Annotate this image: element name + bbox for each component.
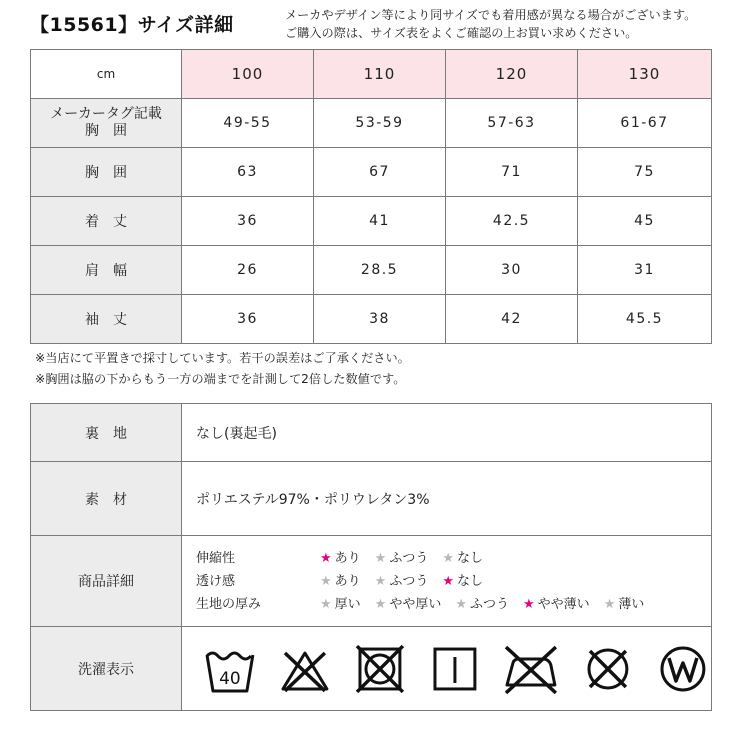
table-row — [31, 536, 712, 627]
size-header: 120 — [446, 50, 578, 99]
detail-option-selected — [320, 547, 361, 570]
lining-label: 裏 地 — [31, 404, 182, 462]
table-cell: 42.5 — [446, 197, 578, 246]
details-cell — [182, 536, 712, 627]
star-icon: ★ — [442, 550, 454, 566]
detail-option-text: ふつう — [389, 550, 429, 566]
detail-option — [375, 570, 429, 593]
detail-option — [455, 593, 509, 616]
top-notes — [285, 6, 735, 42]
row-label-tag-chest — [31, 99, 182, 148]
detail-option-text: ふつう — [470, 596, 510, 612]
table-cell: 36 — [182, 295, 314, 344]
detail-option-selected — [523, 593, 590, 616]
detail-option-text: ふつう — [389, 573, 429, 589]
detail-row-label: 透け感 — [196, 573, 236, 589]
table-cell: 41 — [314, 197, 446, 246]
detail-row — [196, 570, 711, 593]
star-icon: ★ — [442, 573, 454, 589]
detail-option-text: やや薄い — [537, 596, 590, 612]
table-cell: 28.5 — [314, 246, 446, 295]
material-value: ポリエステル97%・ポリウレタン3% — [182, 462, 712, 536]
detail-option-selected — [442, 570, 483, 593]
table-cell: 30 — [446, 246, 578, 295]
row-label-line: 胸 囲 — [85, 123, 127, 139]
detail-option — [375, 593, 442, 616]
table-cell: 75 — [578, 148, 712, 197]
table-row — [31, 404, 712, 462]
table-cell: 26 — [182, 246, 314, 295]
care-icons — [196, 641, 711, 697]
lining-value: なし(裏起毛) — [182, 404, 712, 462]
detail-option-text: なし — [457, 550, 484, 566]
note-line: ※当店にて平置きで採寸しています。若干の誤差はご了承ください。 — [35, 351, 410, 365]
detail-option — [604, 593, 645, 616]
size-table — [30, 49, 712, 344]
table-cell: 38 — [314, 295, 446, 344]
table-row — [31, 246, 712, 295]
table-cell: 53-59 — [314, 99, 446, 148]
table-cell: 31 — [578, 246, 712, 295]
detail-option — [375, 547, 429, 570]
detail-row — [196, 593, 711, 616]
table-row — [31, 627, 712, 711]
detail-row-label: 伸縮性 — [196, 550, 236, 566]
star-icon: ★ — [374, 550, 387, 566]
unit-label: cm — [31, 50, 182, 99]
details-label: 商品詳細 — [31, 536, 182, 627]
star-icon: ★ — [455, 596, 467, 612]
no-iron-icon — [501, 641, 561, 697]
detail-option — [442, 547, 483, 570]
detail-option — [320, 570, 361, 593]
table-cell: 45.5 — [578, 295, 712, 344]
detail-option — [320, 593, 361, 616]
star-icon: ★ — [320, 550, 332, 566]
table-cell: 45 — [578, 197, 712, 246]
size-header: 130 — [578, 50, 712, 99]
page-title: 【15561】サイズ詳細 — [30, 14, 234, 36]
info-table — [30, 403, 712, 711]
no-tumble-dry-icon — [352, 641, 408, 697]
detail-option-text: やや厚い — [389, 596, 442, 612]
table-row — [31, 148, 712, 197]
detail-option-text: 薄い — [618, 596, 645, 612]
star-icon: ★ — [320, 596, 332, 612]
row-label-sleeve: 袖丈 — [31, 295, 182, 344]
table-cell: 67 — [314, 148, 446, 197]
note-line: ※胸囲は脇の下からもう一方の端までを計測して2倍した数値です。 — [35, 372, 406, 386]
detail-row-label: 生地の厚み — [196, 596, 262, 612]
wash-temp-text: 40 — [219, 667, 241, 688]
size-header: 100 — [182, 50, 314, 99]
row-label-line: メーカータグ記載 — [50, 106, 162, 122]
no-dry-clean-icon — [580, 641, 636, 697]
care-label: 洗濯表示 — [31, 627, 182, 711]
size-header: 110 — [314, 50, 446, 99]
table-row — [31, 462, 712, 536]
table-cell: 36 — [182, 197, 314, 246]
details-list — [196, 547, 711, 616]
star-icon: ★ — [523, 596, 535, 612]
star-icon: ★ — [603, 596, 616, 612]
table-row — [31, 295, 712, 344]
table-cell: 57-63 — [446, 99, 578, 148]
star-icon: ★ — [320, 573, 332, 589]
row-label-shoulder: 肩幅 — [31, 246, 182, 295]
row-label-length: 着丈 — [31, 197, 182, 246]
table-cell: 49-55 — [182, 99, 314, 148]
star-icon: ★ — [374, 573, 387, 589]
row-label-chest: 胸囲 — [31, 148, 182, 197]
material-label: 素 材 — [31, 462, 182, 536]
note-line: メーカやデザイン等により同サイズでも着用感が異なる場合がございます。 — [285, 8, 697, 22]
table-row — [31, 99, 712, 148]
table-cell: 63 — [182, 148, 314, 197]
measure-notes — [35, 348, 410, 390]
star-icon: ★ — [374, 596, 387, 612]
no-bleach-icon — [277, 641, 333, 697]
detail-option-text: あり — [334, 550, 361, 566]
table-row — [31, 197, 712, 246]
hang-dry-icon — [427, 641, 483, 697]
wash-40-icon — [202, 641, 258, 697]
note-line: ご購入の際は、サイズ表をよくご確認の上お買い求めください。 — [285, 26, 638, 40]
size-header-row — [31, 50, 712, 99]
detail-option-text: あり — [334, 573, 361, 589]
table-cell: 71 — [446, 148, 578, 197]
detail-option-text: 厚い — [334, 596, 361, 612]
detail-option-text: なし — [457, 573, 484, 589]
table-cell: 42 — [446, 295, 578, 344]
detail-row — [196, 547, 711, 570]
table-cell: 61-67 — [578, 99, 712, 148]
care-cell — [182, 627, 712, 711]
wet-clean-icon — [655, 641, 711, 697]
